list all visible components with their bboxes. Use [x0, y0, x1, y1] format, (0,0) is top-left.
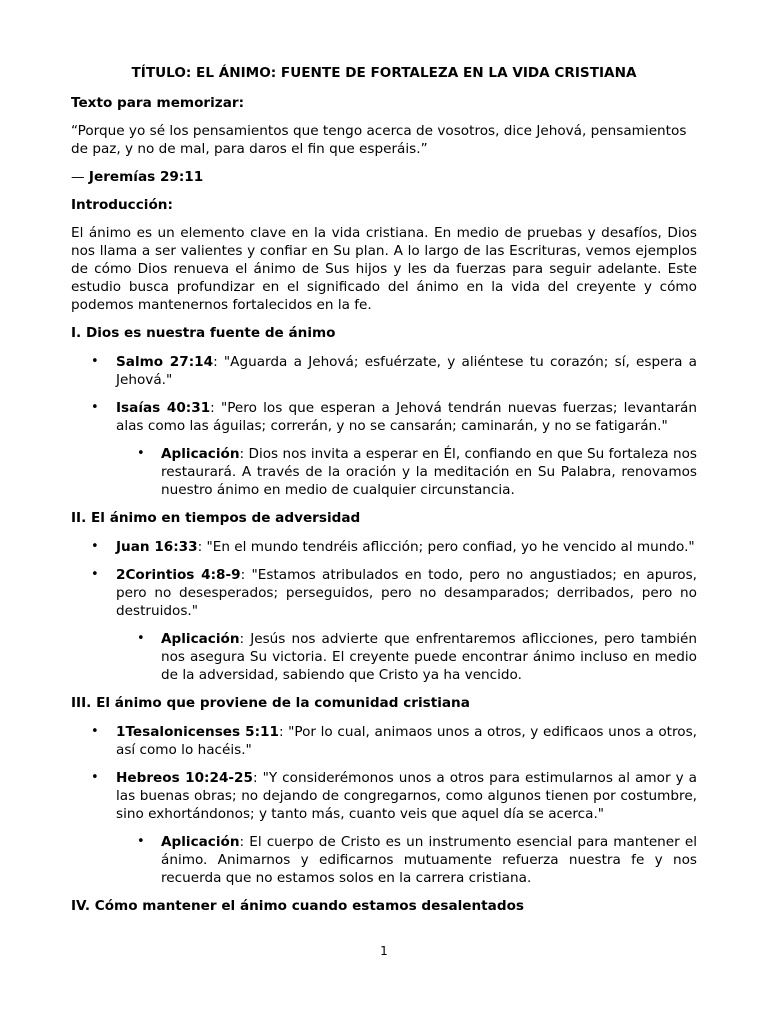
bullet-icon: •	[137, 446, 145, 461]
reference-dash: —	[71, 169, 85, 185]
bullet-icon: •	[91, 567, 99, 582]
verse-list	[71, 538, 697, 684]
application-label: Aplicación	[161, 834, 240, 850]
verse-text: : "En el mundo tendréis aflicción; pero confiad, yo he vencido al mundo."	[197, 539, 695, 555]
intro-paragraph: El ánimo es un elemento clave en la vida cristiana. En medio de pruebas y desafíos, Dios nos llama a ser valientes y confiar en Su plan. A lo largo de las Escrituras, vemos ejemplos de cómo Dios renueva el ánimo de Sus hijos y les da fuerzas para seguir adelante. Este estudio busca profundizar en el significado del ánimo en la vida del creyente y cómo podemos mantenernos fortalecidos en la fe.	[71, 225, 697, 313]
bullet-icon: •	[91, 724, 99, 739]
verse-list	[71, 353, 697, 499]
verse-reference: 2Corintios 4:8-9	[116, 567, 241, 583]
verse-list	[71, 723, 697, 887]
verse-reference: Isaías 40:31	[116, 400, 211, 416]
page-number: 1	[380, 944, 388, 958]
bullet-icon: •	[91, 354, 99, 369]
application-text: : El cuerpo de Cristo es un instrumento esencial para mantener el ánimo. Animarnos y edificarnos mutuamente refuerza nuestra fe y nos recuerda que no estamos solos en la carrera cristiana.	[161, 834, 697, 886]
verse-text: : "Aguarda a Jehová; esfuérzate, y aliéntese tu corazón; sí, espera a Jehová."	[116, 354, 697, 388]
section-heading: IV. Cómo mantener el ánimo cuando estamos desalentados	[71, 898, 525, 914]
bullet-icon: •	[91, 400, 99, 415]
verse-text: : "Estamos atribulados en todo, pero no angustiados; en apuros, pero no desesperados; perseguidos, pero no desamparados; derribados, pero no destruidos."	[116, 567, 697, 619]
verse-reference: Salmo 27:14	[116, 354, 214, 370]
application-label: Aplicación	[161, 446, 240, 462]
bullet-icon: •	[137, 631, 145, 646]
memorize-reference	[71, 168, 697, 186]
bullet-icon: •	[91, 770, 99, 785]
application-text: : Dios nos invita a esperar en Él, confiando en que Su fortaleza nos restaurará. A través de la oración y la meditación en Su Palabra, renovamos nuestro ánimo en medio de cualquier circunstancia.	[161, 446, 697, 498]
verse-text: : "Pero los que esperan a Jehová tendrán nuevas fuerzas; levantarán alas como las águilas; correrán, y no se cansarán; caminarán, y no se fatigarán."	[116, 400, 697, 434]
application-label: Aplicación	[161, 631, 240, 647]
verse-item	[71, 566, 697, 620]
memorize-quote: “Porque yo sé los pensamientos que tengo acerca de vosotros, dice Jehová, pensamientos de paz, y no de mal, para daros el fin que esperáis.”	[71, 123, 687, 157]
verse-text: : "Y considerémonos unos a otros para estimularnos al amor y a las buenas obras; no dejando de congregarnos, como algunos tienen por costumbre, sino exhortándonos; y tanto más, cuanto veis que aquel día se acerca."	[116, 770, 697, 822]
section-heading: II. El ánimo en tiempos de adversidad	[71, 510, 361, 526]
application-text: : Jesús nos advierte que enfrentaremos aflicciones, pero también nos asegura Su victoria. El creyente puede encontrar ánimo incluso en medio de la adversidad, sabiendo que Cristo ya ha vencido.	[161, 631, 697, 683]
section-heading: III. El ánimo que proviene de la comunidad cristiana	[71, 695, 470, 711]
verse-item	[71, 399, 697, 435]
section-heading: I. Dios es nuestra fuente de ánimo	[71, 325, 336, 341]
bullet-icon: •	[91, 539, 99, 554]
document-title: TÍTULO: EL ÁNIMO: FUENTE DE FORTALEZA EN LA VIDA CRISTIANA	[131, 65, 637, 81]
bullet-icon: •	[137, 834, 145, 849]
application-item	[71, 630, 697, 684]
document-page	[71, 64, 697, 926]
verse-text: : "Por lo cual, animaos unos a otros, y edificaos unos a otros, así como lo hacéis."	[116, 724, 697, 758]
verse-reference: 1Tesalonicenses 5:11	[116, 724, 279, 740]
reference-text: Jeremías 29:11	[88, 169, 204, 185]
verse-reference: Hebreos 10:24-25	[116, 770, 253, 786]
intro-label: Introducción:	[71, 197, 173, 213]
verse-item	[71, 538, 697, 556]
verse-item	[71, 769, 697, 823]
verse-item	[71, 353, 697, 389]
memorize-label: Texto para memorizar:	[71, 95, 245, 111]
verse-item	[71, 723, 697, 759]
application-item	[71, 833, 697, 887]
verse-reference: Juan 16:33	[116, 539, 198, 555]
application-item	[71, 445, 697, 499]
